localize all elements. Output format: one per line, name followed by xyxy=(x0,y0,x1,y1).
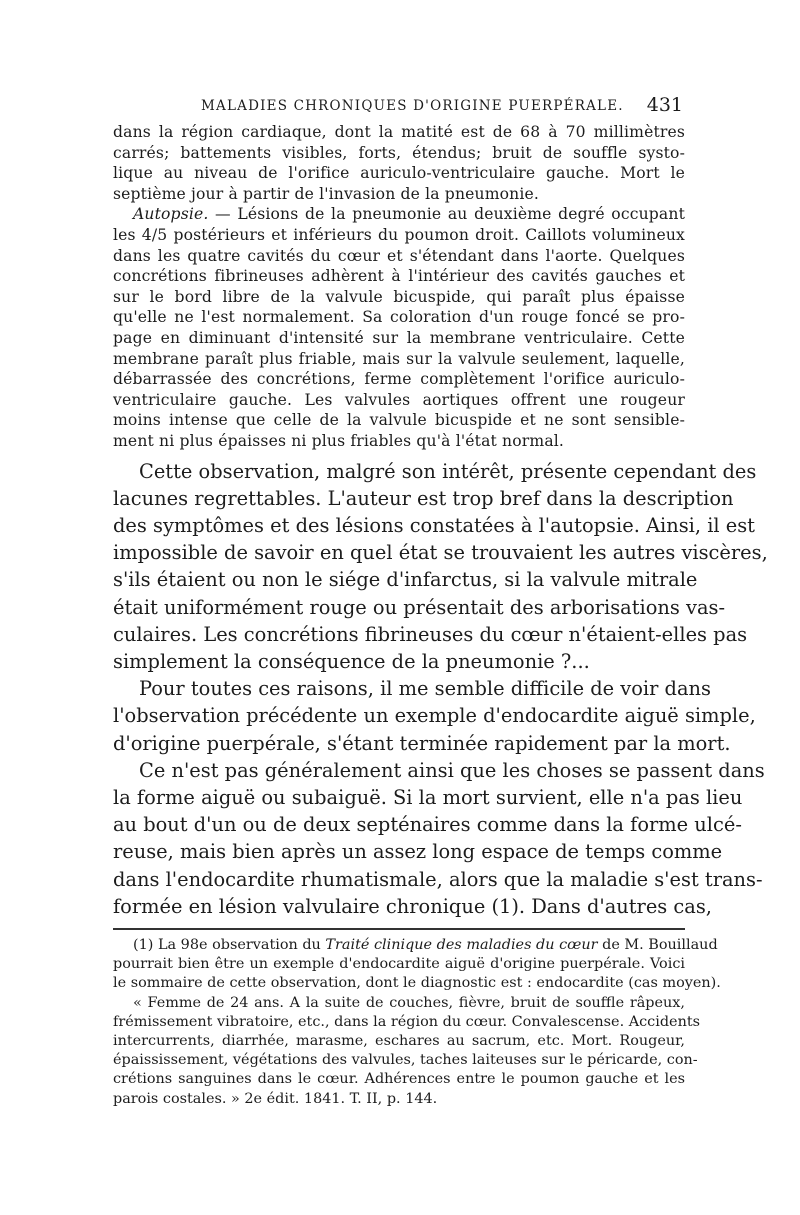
text-line: intercurrents, diarrhée, marasme, eschares au sacrum, etc. Mort. Rougeur, xyxy=(113,1032,685,1049)
paragraph-2 xyxy=(113,675,756,757)
footnote-first-line xyxy=(113,936,718,955)
text-line: Cette observation, malgré son intérêt, présente cependant des xyxy=(139,459,757,483)
text-line: Pour toutes ces raisons, il me semble difficile de voir dans xyxy=(139,677,711,701)
text-line: la forme aiguë ou subaiguë. Si la mort survient, elle n'a pas lieu xyxy=(113,785,743,809)
text-line: dans la région cardiaque, dont la matité est de 68 à 70 millimètres xyxy=(113,123,685,141)
text-line: au bout d'un ou de deux septénaires comme dans la forme ulcé- xyxy=(113,813,742,837)
text-line: dans l'endocardite rhumatismale, alors que la maladie s'est trans- xyxy=(113,867,763,891)
text-line: lique au niveau de l'orifice auriculo-ventriculaire gauche. Mort le xyxy=(113,164,685,183)
running-head xyxy=(113,92,685,120)
text-line: l'observation précédente un exemple d'endocardite aiguë simple, xyxy=(113,704,756,728)
text-line: pourrait bien être un exemple d'endocardite aiguë d'origine puerpérale. Voici xyxy=(113,956,685,973)
footnote-rule xyxy=(113,928,685,930)
text-line: membrane paraît plus friable, mais sur la valvule seulement, laquelle, xyxy=(113,349,685,368)
text-line: frémissement vibratoire, etc., dans la région du cœur. Convalescense. Accidents xyxy=(113,1013,701,1030)
text-line: sur le bord libre de la valvule bicuspide, qui paraît plus épaisse xyxy=(113,287,685,306)
text-line: ventriculaire gauche. Les valvules aortiques offrent une rougeur xyxy=(113,390,685,409)
text-line: page en diminuant d'intensité sur la membrane ventriculaire. Cette xyxy=(113,328,685,347)
footnote-marker: (1) xyxy=(133,936,158,953)
text-line: simplement la conséquence de la pneumonie ?... xyxy=(113,649,590,673)
text-line: « Femme de 24 ans. A la suite de couches, fièvre, bruit de souffle râpeux, xyxy=(133,994,685,1011)
text-line: le sommaire de cette observation, dont le diagnostic est : endocardite (cas moyen). xyxy=(113,975,721,992)
case-report xyxy=(113,122,685,452)
text-line: — Lésions de la pneumonie au deuxième degré occupant xyxy=(208,205,685,224)
text-line: les 4/5 postérieurs et inférieurs du poumon droit. Caillots volumineux xyxy=(113,225,685,244)
text-line: parois costales. » 2e édit. 1841. T. II, p. 144. xyxy=(113,1090,438,1107)
text-line: ment ni plus épaisses ni plus friables qu'à l'état normal. xyxy=(113,431,565,450)
paragraph-1 xyxy=(113,458,768,676)
text-line: crétions sanguines dans le cœur. Adhérences entre le poumon gauche et les xyxy=(113,1071,685,1088)
text-line: était uniformément rouge ou présentait des arborisations vas- xyxy=(113,595,726,619)
text-line: Ce n'est pas généralement ainsi que les choses se passent dans xyxy=(139,758,765,782)
footnote xyxy=(113,936,721,1109)
text-line: impossible de savoir en quel état se trouvaient les autres viscères, xyxy=(113,541,768,565)
text-line: des symptômes et des lésions constatées à l'autopsie. Ainsi, il est xyxy=(113,513,755,537)
text-line: reuse, mais bien après un assez long espace de temps comme xyxy=(113,840,723,864)
text-line: épaississement, végétations des valvules, taches laiteuses sur le péricarde, con- xyxy=(113,1052,698,1069)
text-line: moins intense que celle de la valvule bicuspide et ne sont sensible- xyxy=(113,411,685,430)
book-page xyxy=(113,92,768,1109)
paragraph-3 xyxy=(113,757,765,920)
text-line: culaires. Les concrétions fibrineuses du cœur n'étaient-elles pas xyxy=(113,622,748,646)
commentary xyxy=(113,458,768,920)
text-segment: de M. Bouillaud xyxy=(597,936,718,953)
work-title: Traité clinique des maladies du cœur xyxy=(325,936,598,953)
text-line: qu'elle ne l'est normalement. Sa coloration d'un rouge foncé se pro- xyxy=(113,308,685,327)
text-line: carrés; battements visibles, forts, étendus; bruit de souffle systo- xyxy=(113,143,685,162)
text-line: concrétions fibrineuses adhèrent à l'intérieur des cavités gauches et xyxy=(113,267,685,286)
autopsy-label: Autopsie. xyxy=(133,205,209,224)
text-line: lacunes regrettables. L'auteur est trop bref dans la description xyxy=(113,486,734,510)
text-line: d'origine puerpérale, s'étant terminée rapidement par la mort. xyxy=(113,731,731,755)
text-line: formée en lésion valvulaire chronique (1). Dans d'autres cas, xyxy=(113,894,712,918)
text-segment: La 98e observation du xyxy=(157,936,326,953)
text-line: s'ils étaient ou non le siége d'infarctus, si la valvule mitrale xyxy=(113,568,698,592)
text-line: dans les quatre cavités du cœur et s'étendant dans l'aorte. Quelques xyxy=(113,246,685,265)
page-number: 431 xyxy=(646,94,683,116)
text-line: débarrassée des concrétions, ferme complètement l'orifice auriculo- xyxy=(113,370,685,389)
text-line: septième jour à partir de l'invasion de la pneumonie. xyxy=(113,184,539,203)
autopsy-first-line xyxy=(113,204,685,225)
running-title: MALADIES CHRONIQUES D'ORIGINE PUERPÉRALE. xyxy=(201,98,624,114)
